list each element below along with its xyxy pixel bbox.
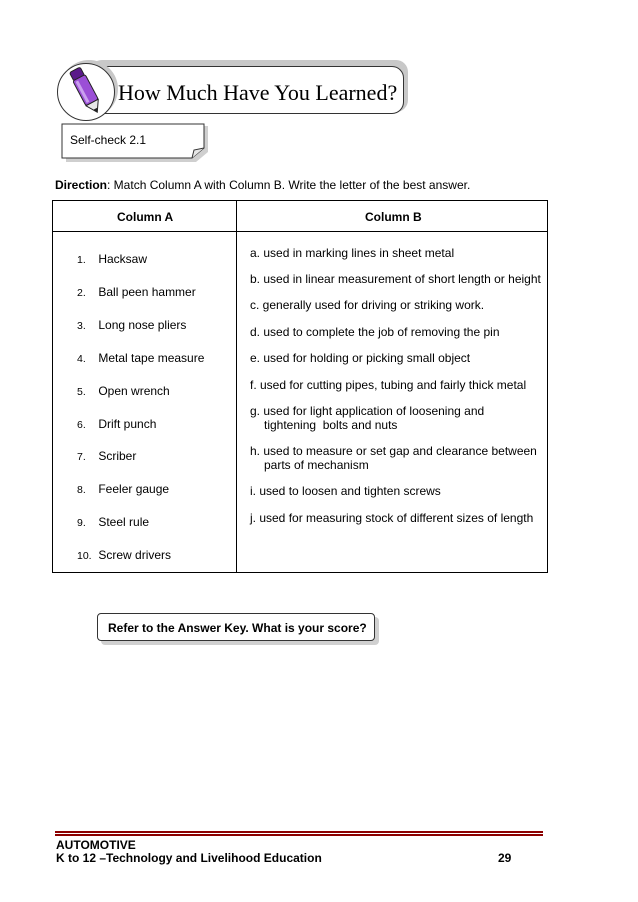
page-number: 29 xyxy=(498,851,512,865)
column-b-header: Column B xyxy=(365,210,422,224)
column-b-item: j. used for measuring stock of different sizes of length xyxy=(250,511,534,525)
pen-icon xyxy=(62,63,110,119)
column-b-item-wrapped: g. used for light application of loosening and tightening bolts and nuts xyxy=(250,404,485,432)
footer-rule xyxy=(55,831,543,833)
direction-instruction: : Match Column A with Column B. Write the letter of the best answer. xyxy=(107,178,471,192)
column-b-item: i. used to loosen and tighten screws xyxy=(250,484,441,498)
matching-table xyxy=(52,200,548,573)
column-a-item: 9. Steel rule xyxy=(77,515,150,529)
column-a-item: 10. Screw drivers xyxy=(77,548,172,562)
footer-program: K to 12 –Technology and Livelihood Education xyxy=(56,851,322,865)
score-prompt: Refer to the Answer Key. What is your score? xyxy=(108,621,367,635)
column-b-item: f. used for cutting pipes, tubing and fairly thick metal xyxy=(250,378,527,392)
header-divider xyxy=(53,231,547,232)
footer-subject: AUTOMOTIVE xyxy=(56,838,136,852)
column-a-item: 2. Ball peen hammer xyxy=(77,285,196,299)
column-a-item: 4. Metal tape measure xyxy=(77,351,205,365)
footer-rule xyxy=(55,834,543,836)
column-a-item: 3. Long nose pliers xyxy=(77,318,187,332)
column-b-item: d. used to complete the job of removing the pin xyxy=(250,325,500,339)
direction-label: Direction xyxy=(55,178,108,192)
page-title: How Much Have You Learned? xyxy=(118,80,398,105)
column-b-item: b. used in linear measurement of short length or height xyxy=(250,272,541,286)
column-b-item: e. used for holding or picking small object xyxy=(250,351,471,365)
self-check-label: Self-check 2.1 xyxy=(70,133,147,147)
column-b-item: a. used in marking lines in sheet metal xyxy=(250,246,455,260)
direction-text xyxy=(55,178,470,192)
column-a-item: 8. Feeler gauge xyxy=(77,482,170,496)
column-a-header: Column A xyxy=(117,210,174,224)
column-a-item: 6. Drift punch xyxy=(77,417,157,431)
column-a-item: 5. Open wrench xyxy=(77,384,170,398)
column-a-item: 7. Scriber xyxy=(77,449,137,463)
column-a-item: 1. Hacksaw xyxy=(77,252,148,266)
column-b-item-wrapped: h. used to measure or set gap and clearance between parts of mechanism xyxy=(250,444,541,472)
column-b-item: c. generally used for driving or striking work. xyxy=(250,298,485,312)
column-divider xyxy=(236,201,237,572)
